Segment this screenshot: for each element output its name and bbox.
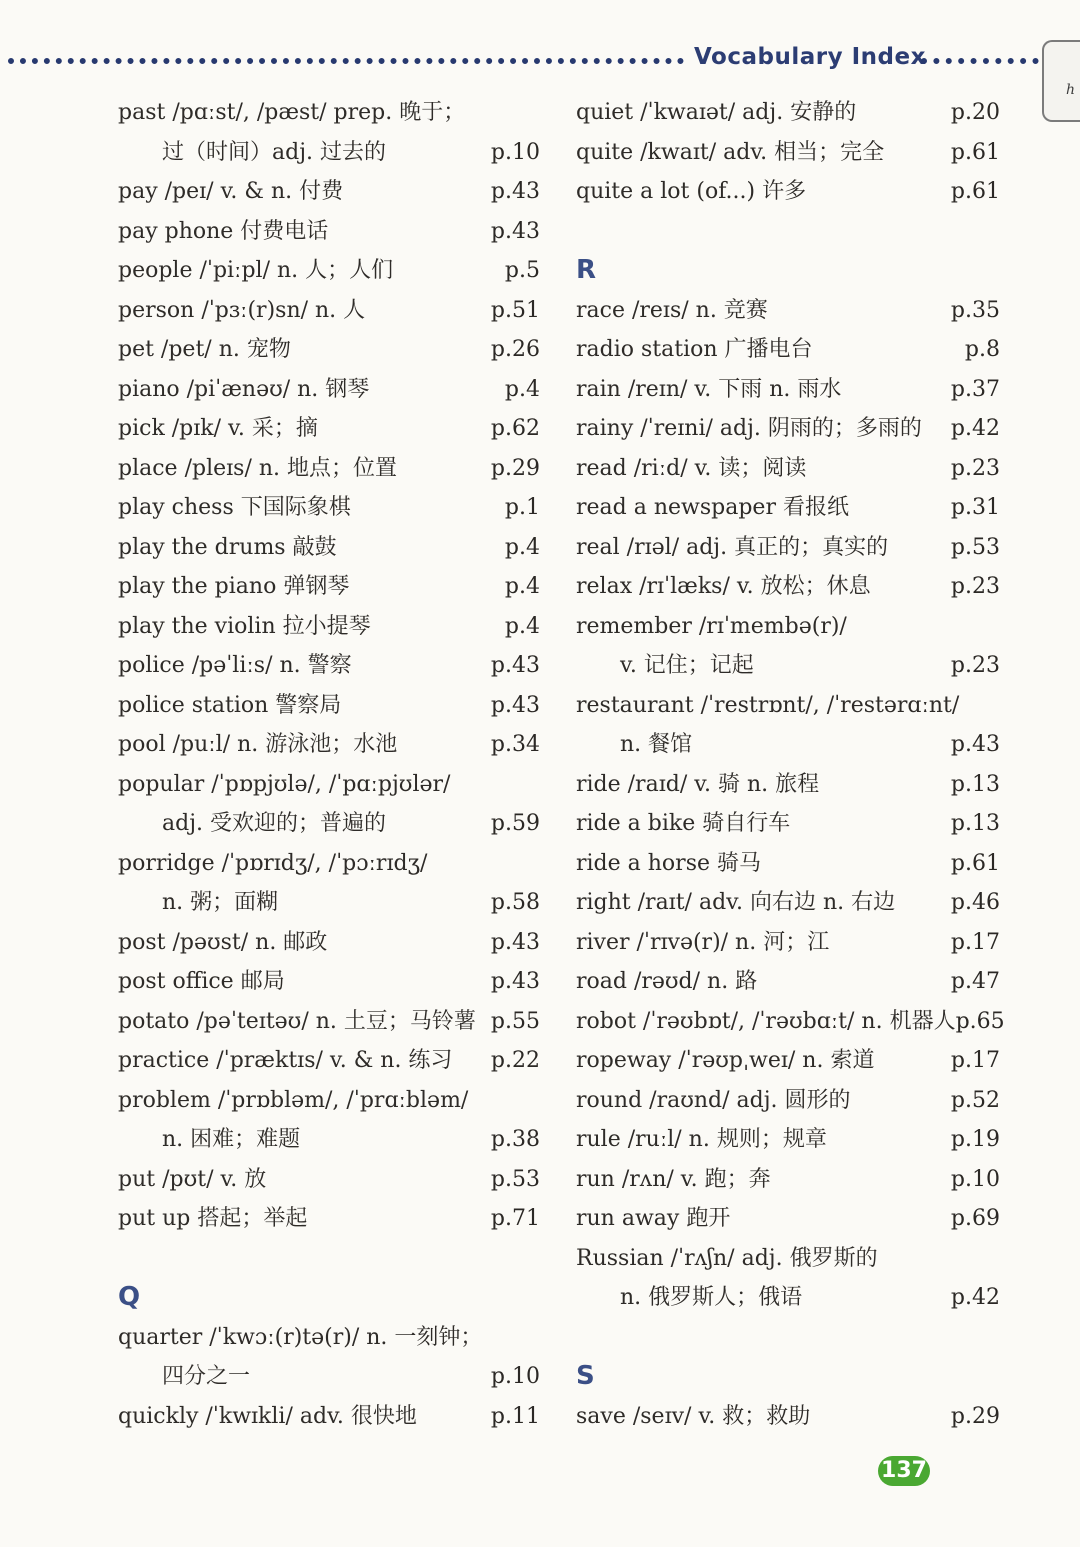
entry-page-ref: p.43 bbox=[490, 179, 540, 204]
index-entry bbox=[576, 844, 1000, 884]
index-entry bbox=[576, 1081, 1000, 1121]
entry-text: robot /ˈrəʊbɒt/, /ˈrəʊbɑːt/ n. 机器人 bbox=[576, 1008, 956, 1034]
entry-page-ref: p.71 bbox=[490, 1206, 540, 1231]
entry-page-ref: p.29 bbox=[490, 455, 540, 481]
index-entry bbox=[576, 1002, 1005, 1042]
entry-page-ref: p.43 bbox=[490, 929, 540, 955]
entry-text: remember /rɪˈmembə(r)/ bbox=[576, 613, 847, 639]
entry-page-ref: p.4 bbox=[504, 376, 540, 402]
entry-text: road /rəʊd/ n. 路 bbox=[576, 969, 758, 994]
index-entry bbox=[118, 449, 540, 489]
entry-page-ref: p.13 bbox=[950, 811, 1000, 836]
index-entry bbox=[576, 1160, 1000, 1200]
entry-text: run away 跑开 bbox=[576, 1206, 731, 1231]
index-entry bbox=[118, 962, 540, 1002]
entry-text: ride a bike 骑自行车 bbox=[576, 811, 791, 836]
entry-page-ref: p.61 bbox=[950, 850, 1000, 876]
section-letter: Q bbox=[118, 1282, 141, 1312]
entry-page-ref: p.8 bbox=[964, 337, 1000, 362]
entry-text: quarter /ˈkwɔː(r)tə(r)/ n. 一刻钟； bbox=[118, 1324, 483, 1350]
index-entry bbox=[576, 725, 1000, 765]
entry-page-ref: p.5 bbox=[504, 258, 540, 283]
left-column bbox=[118, 93, 540, 1436]
entry-page-ref: p.31 bbox=[950, 495, 1000, 520]
entry-text: person /ˈpɜː(r)sn/ n. 人 bbox=[118, 297, 366, 323]
entry-text: rule /ruːl/ n. 规则；规章 bbox=[576, 1127, 827, 1152]
index-entry bbox=[576, 330, 1000, 370]
blank-line bbox=[576, 1318, 1000, 1358]
entry-page-ref: p.29 bbox=[950, 1403, 1000, 1429]
entry-text: police /pəˈliːs/ n. 警察 bbox=[118, 653, 352, 678]
index-entry bbox=[118, 1318, 540, 1358]
index-entry bbox=[118, 844, 540, 884]
index-entry bbox=[118, 607, 540, 647]
index-entry bbox=[576, 567, 1000, 607]
entry-page-ref: p.51 bbox=[490, 297, 540, 323]
entry-text: people /ˈpiːpl/ n. 人；人们 bbox=[118, 258, 394, 283]
entry-text: restaurant /ˈrestrɒnt/, /ˈrestərɑːnt/ bbox=[576, 692, 960, 718]
entry-text: ride /raɪd/ v. 骑 n. 旅程 bbox=[576, 771, 820, 797]
page-number-badge: 137 bbox=[878, 1456, 930, 1486]
index-entry bbox=[118, 330, 540, 370]
entry-text: run /rʌn/ v. 跑；奔 bbox=[576, 1166, 771, 1192]
entry-page-ref: p.43 bbox=[950, 732, 1000, 757]
entry-text: ropeway /ˈrəʊpˌweɪ/ n. 索道 bbox=[576, 1048, 875, 1073]
entry-page-ref: p.55 bbox=[490, 1008, 540, 1034]
entry-text: put up 搭起；举起 bbox=[118, 1206, 308, 1231]
index-entry bbox=[118, 1357, 540, 1397]
entry-text: play chess 下国际象棋 bbox=[118, 495, 351, 520]
entry-text: n. 俄罗斯人；俄语 bbox=[620, 1285, 803, 1310]
entry-page-ref: p.17 bbox=[950, 1048, 1000, 1073]
index-entry bbox=[118, 1199, 540, 1239]
entry-text: problem /ˈprɒbləm/, /ˈprɑːbləm/ bbox=[118, 1087, 469, 1113]
index-entry bbox=[118, 1397, 540, 1437]
entry-page-ref: p.62 bbox=[490, 416, 540, 441]
index-entry bbox=[118, 409, 540, 449]
entry-text: n. 餐馆 bbox=[620, 732, 693, 757]
entry-text: pool /puːl/ n. 游泳池；水池 bbox=[118, 732, 398, 757]
index-entry bbox=[118, 567, 540, 607]
entry-text: n. 困难；难题 bbox=[162, 1127, 301, 1152]
entry-page-ref: p.34 bbox=[490, 732, 540, 757]
entry-page-ref: p.53 bbox=[950, 534, 1000, 560]
header-dotted-rule-right bbox=[921, 58, 1051, 70]
index-entry bbox=[576, 409, 1000, 449]
entry-text: 过（时间）adj. 过去的 bbox=[162, 139, 387, 165]
index-entry bbox=[576, 1397, 1000, 1437]
index-entry bbox=[118, 1120, 540, 1160]
section-letter: R bbox=[576, 255, 597, 285]
entry-text: save /seɪv/ v. 救；救助 bbox=[576, 1403, 811, 1429]
entry-page-ref: p.13 bbox=[950, 771, 1000, 797]
index-entry bbox=[576, 883, 1000, 923]
entry-page-ref: p.35 bbox=[950, 297, 1000, 323]
index-entry bbox=[118, 133, 540, 173]
entry-text: play the drums 敲鼓 bbox=[118, 534, 337, 560]
index-entry bbox=[576, 291, 1000, 331]
index-entry bbox=[576, 1239, 1000, 1279]
index-entry bbox=[118, 725, 540, 765]
entry-page-ref: p.58 bbox=[490, 890, 540, 915]
entry-text: right /raɪt/ adv. 向右边 n. 右边 bbox=[576, 890, 896, 915]
index-entry bbox=[118, 1041, 540, 1081]
entry-text: porridge /ˈpɒrɪdʒ/, /ˈpɔːrɪdʒ/ bbox=[118, 850, 428, 876]
entry-text: river /ˈrɪvə(r)/ n. 河；江 bbox=[576, 929, 830, 955]
entry-text: read a newspaper 看报纸 bbox=[576, 495, 849, 520]
index-entry bbox=[118, 370, 540, 410]
entry-text: adj. 受欢迎的；普遍的 bbox=[162, 811, 387, 836]
index-entry bbox=[118, 172, 540, 212]
index-entry bbox=[576, 1199, 1000, 1239]
index-entry bbox=[576, 607, 1000, 647]
entry-page-ref: p.59 bbox=[490, 811, 540, 836]
index-entry bbox=[118, 1002, 540, 1042]
entry-text: pet /pet/ n. 宠物 bbox=[118, 337, 291, 362]
entry-page-ref: p.43 bbox=[490, 969, 540, 994]
index-entry bbox=[118, 686, 540, 726]
entry-page-ref: p.23 bbox=[950, 574, 1000, 599]
entry-text: police station 警察局 bbox=[118, 692, 342, 718]
index-entry bbox=[576, 804, 1000, 844]
entry-page-ref: p.17 bbox=[950, 929, 1000, 955]
right-column bbox=[576, 93, 1005, 1436]
entry-text: piano /piˈænəʊ/ n. 钢琴 bbox=[118, 376, 370, 402]
entry-page-ref: p.65 bbox=[955, 1008, 1005, 1034]
entry-text: rain /reɪn/ v. 下雨 n. 雨水 bbox=[576, 376, 842, 402]
entry-page-ref: p.61 bbox=[950, 139, 1000, 165]
index-entry bbox=[576, 528, 1000, 568]
entry-text: n. 粥；面糊 bbox=[162, 890, 279, 915]
entry-page-ref: p.22 bbox=[490, 1048, 540, 1073]
entry-page-ref: p.23 bbox=[950, 455, 1000, 481]
index-entry bbox=[576, 370, 1000, 410]
entry-text: relax /rɪˈlæks/ v. 放松；休息 bbox=[576, 574, 871, 599]
entry-page-ref: p.53 bbox=[490, 1166, 540, 1192]
header-title: Vocabulary Index bbox=[694, 44, 926, 70]
entry-page-ref: p.38 bbox=[490, 1127, 540, 1152]
index-entry bbox=[576, 172, 1000, 212]
entry-text: rainy /ˈreɪni/ adj. 阴雨的；多雨的 bbox=[576, 416, 922, 441]
entry-page-ref: p.10 bbox=[490, 1364, 540, 1389]
blank-line bbox=[576, 212, 1000, 252]
entry-page-ref: p.4 bbox=[504, 613, 540, 639]
entry-page-ref: p.37 bbox=[950, 376, 1000, 402]
index-entry bbox=[118, 646, 540, 686]
entry-page-ref: p.23 bbox=[950, 653, 1000, 678]
entry-text: pick /pɪk/ v. 采；摘 bbox=[118, 416, 318, 441]
entry-text: post office 邮局 bbox=[118, 969, 285, 994]
index-entry bbox=[576, 962, 1000, 1002]
entry-text: read /riːd/ v. 读；阅读 bbox=[576, 455, 807, 481]
entry-text: past /pɑːst/, /pæst/ prep. 晚于； bbox=[118, 100, 466, 125]
entry-page-ref: p.46 bbox=[950, 890, 1000, 915]
index-entry bbox=[118, 804, 540, 844]
index-entry bbox=[118, 1081, 540, 1121]
page-tab-edge bbox=[1042, 40, 1080, 122]
index-entry bbox=[118, 765, 540, 805]
entry-text: quickly /ˈkwɪkli/ adv. 很快地 bbox=[118, 1403, 417, 1429]
entry-text: Russian /ˈrʌʃn/ adj. 俄罗斯的 bbox=[576, 1245, 878, 1271]
entry-page-ref: p.43 bbox=[490, 653, 540, 678]
entry-text: round /raʊnd/ adj. 圆形的 bbox=[576, 1087, 851, 1113]
header-dotted-rule-left bbox=[8, 58, 684, 70]
section-letter: S bbox=[576, 1361, 595, 1391]
index-entry bbox=[576, 133, 1000, 173]
entry-text: v. 记住；记起 bbox=[620, 653, 754, 678]
index-entry bbox=[576, 646, 1000, 686]
entry-text: quiet /ˈkwaɪət/ adj. 安静的 bbox=[576, 100, 857, 125]
entry-text: pay phone 付费电话 bbox=[118, 218, 329, 244]
entry-page-ref: p.42 bbox=[950, 1285, 1000, 1310]
entry-page-ref: p.19 bbox=[950, 1127, 1000, 1152]
entry-text: practice /ˈpræktɪs/ v. & n. 练习 bbox=[118, 1048, 453, 1073]
entry-text: pay /peɪ/ v. & n. 付费 bbox=[118, 179, 344, 204]
index-entry bbox=[576, 93, 1000, 133]
entry-text: race /reɪs/ n. 竞赛 bbox=[576, 297, 768, 323]
entry-text: play the piano 弹钢琴 bbox=[118, 574, 350, 599]
index-entry bbox=[576, 1120, 1000, 1160]
index-entry bbox=[118, 923, 540, 963]
entry-text: radio station 广播电台 bbox=[576, 337, 813, 362]
index-entry bbox=[576, 488, 1000, 528]
entry-page-ref: p.1 bbox=[504, 495, 540, 520]
entry-page-ref: p.11 bbox=[490, 1403, 540, 1429]
entry-page-ref: p.52 bbox=[950, 1087, 1000, 1113]
entry-text: quite a lot (of...) 许多 bbox=[576, 179, 807, 204]
entry-text: popular /ˈpɒpjʊlə/, /ˈpɑːpjʊlər/ bbox=[118, 771, 451, 797]
entry-page-ref: p.26 bbox=[490, 337, 540, 362]
index-entry bbox=[118, 1160, 540, 1200]
entry-text: ride a horse 骑马 bbox=[576, 850, 761, 876]
index-entry bbox=[576, 1278, 1000, 1318]
entry-text: post /pəʊst/ n. 邮政 bbox=[118, 929, 328, 955]
entry-page-ref: p.69 bbox=[950, 1206, 1000, 1231]
entry-page-ref: p.4 bbox=[504, 574, 540, 599]
entry-text: play the violin 拉小提琴 bbox=[118, 613, 371, 639]
index-entry bbox=[118, 251, 540, 291]
entry-text: place /pleɪs/ n. 地点；位置 bbox=[118, 455, 398, 481]
entry-page-ref: p.10 bbox=[950, 1166, 1000, 1192]
index-entry bbox=[118, 883, 540, 923]
index-entry bbox=[118, 488, 540, 528]
entry-text: potato /pəˈteɪtəʊ/ n. 土豆；马铃薯 bbox=[118, 1008, 476, 1034]
index-entry bbox=[576, 1041, 1000, 1081]
entry-page-ref: p.10 bbox=[490, 139, 540, 165]
index-entry bbox=[576, 923, 1000, 963]
index-entry bbox=[576, 686, 1000, 726]
entry-page-ref: p.61 bbox=[950, 179, 1000, 204]
index-entry bbox=[118, 291, 540, 331]
index-entry bbox=[576, 449, 1000, 489]
entry-page-ref: p.20 bbox=[950, 100, 1000, 125]
index-entry bbox=[118, 528, 540, 568]
entry-page-ref: p.4 bbox=[504, 534, 540, 560]
entry-page-ref: p.43 bbox=[490, 692, 540, 718]
entry-text: 四分之一 bbox=[162, 1364, 251, 1389]
entry-page-ref: p.42 bbox=[950, 416, 1000, 441]
index-entry bbox=[118, 93, 540, 133]
page-header bbox=[0, 40, 1080, 98]
entry-text: put /pʊt/ v. 放 bbox=[118, 1166, 267, 1192]
entry-text: real /rɪəl/ adj. 真正的；真实的 bbox=[576, 534, 889, 560]
tab-glyph: h bbox=[1066, 82, 1076, 98]
index-entry bbox=[118, 212, 540, 252]
entry-page-ref: p.43 bbox=[490, 218, 540, 244]
index-entry bbox=[576, 765, 1000, 805]
entry-text: quite /kwaɪt/ adv. 相当；完全 bbox=[576, 139, 885, 165]
entry-page-ref: p.47 bbox=[950, 969, 1000, 994]
blank-line bbox=[118, 1239, 540, 1279]
